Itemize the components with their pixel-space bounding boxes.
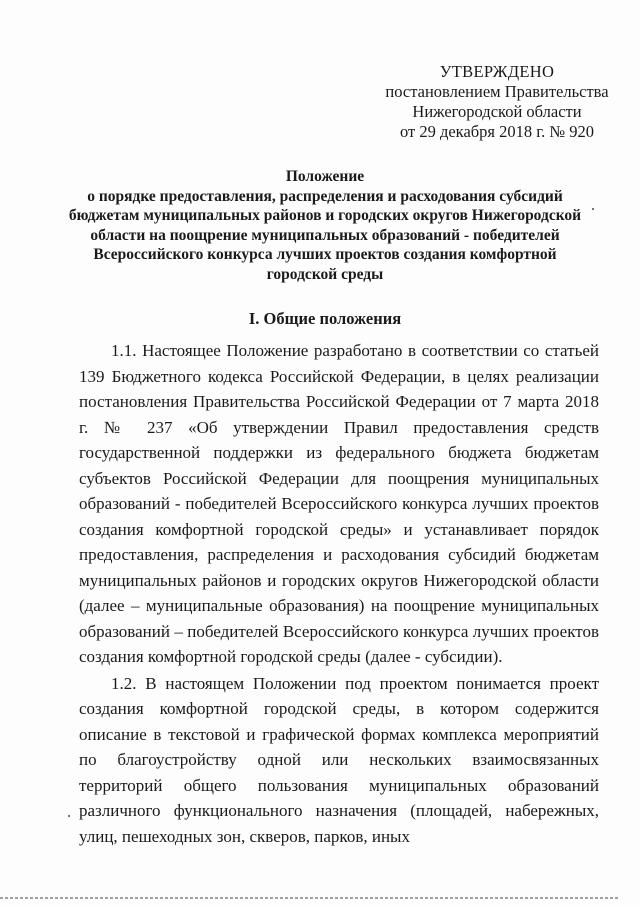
title-line-6: городской среды xyxy=(266,265,384,283)
title-line-3: бюджетам муниципальных районов и городских округов Нижегородской xyxy=(68,207,582,224)
document-body xyxy=(79,338,599,849)
document-title xyxy=(60,167,590,284)
approval-line-3: от 29 декабря 2018 г. № 920 xyxy=(399,122,595,141)
approval-line-1: постановлением Правительства xyxy=(385,82,609,101)
page-bottom-edge xyxy=(0,897,620,899)
section-heading: I. Общие положения xyxy=(248,309,402,328)
paragraph-1-1: 1.1. Настоящее Положение разработано в соответствии со статьей 139 Бюджетного кодекса Российской Федерации, в целях реализации постановления Правительства Российской Федерации от 7 марта 2018 г. № 237 «Об утверждении Правил предоставления средств государственной поддержки из федерального бюджета бюджетам субъектов Российской Федерации для поощрения муниципальных образований - победителей Всероссийского конкурса лучших проектов создания комфортной городской среды» и устанавливает порядок предоставления, распределения и расходования субсидий бюджетам муниципальных районов и городских округов Нижегородской области (далее – муниципальные образования) на поощрение муниципальных образований – победителей Всероссийского конкурса лучших проектов создания комфортной городской среды (далее - субсидии). xyxy=(79,341,599,666)
scan-speck xyxy=(592,208,594,210)
title-line-5: Всероссийского конкурса лучших проектов создания комфортной xyxy=(93,246,557,263)
title-line-4: области на поощрение муниципальных образований - победителей xyxy=(90,226,560,244)
approval-stamp xyxy=(382,62,612,142)
paragraph-1-2: 1.2. В настоящем Положении под проектом понимается проект создания комфортной городской среды, в котором содержится описание в текстовой и графической формах комплекса мероприятий по благоустройству одной или нескольких взаимосвязанных территорий общего пользования муниципальных образований различного функционального назначения (площадей, набережных, улиц, пешеходных зон, скверов, парков, иных xyxy=(79,673,599,846)
approval-heading: УТВЕРЖДЕНО xyxy=(439,62,555,81)
scan-speck xyxy=(68,815,70,817)
approval-line-2: Нижегородской области xyxy=(412,102,582,121)
title-line-2: о порядке предоставления, распределения и расходования субсидий xyxy=(87,187,563,205)
title-line-1: Положение xyxy=(285,168,365,185)
